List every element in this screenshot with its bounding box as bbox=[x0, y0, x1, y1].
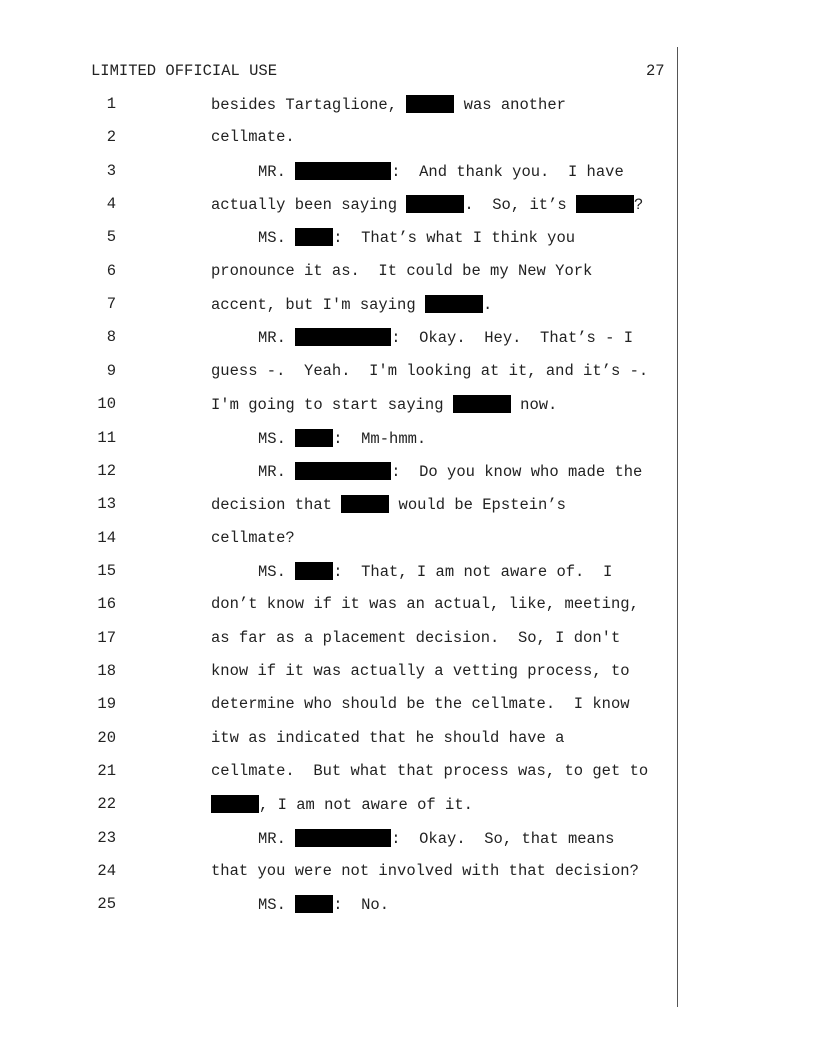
text-segment: MS. bbox=[258, 429, 296, 448]
redaction-box bbox=[295, 829, 391, 847]
line-text bbox=[211, 295, 492, 314]
transcript-line bbox=[0, 495, 816, 515]
transcript-line bbox=[0, 629, 816, 649]
line-text bbox=[258, 462, 642, 481]
transcript-line bbox=[0, 328, 816, 348]
text-segment: : Do you know who made the bbox=[391, 462, 643, 481]
redaction-box bbox=[211, 795, 259, 813]
text-segment: , I am not aware of it. bbox=[259, 796, 473, 815]
line-number: 8 bbox=[106, 328, 116, 347]
transcript-line bbox=[0, 395, 816, 415]
transcript-line bbox=[0, 729, 816, 749]
text-segment: : And thank you. I have bbox=[391, 162, 624, 181]
line-text bbox=[211, 595, 639, 613]
line-number: 19 bbox=[97, 695, 116, 714]
line-text bbox=[258, 429, 426, 448]
text-segment: actually been saying bbox=[211, 196, 407, 215]
text-segment: itw as indicated that he should have a bbox=[211, 728, 565, 747]
redaction-box bbox=[453, 395, 511, 413]
transcript-line bbox=[0, 895, 816, 915]
line-number: 6 bbox=[106, 261, 116, 280]
text-segment: was another bbox=[454, 96, 566, 114]
text-segment: I'm going to start saying bbox=[211, 396, 453, 415]
line-text bbox=[211, 495, 566, 514]
line-text bbox=[258, 228, 575, 247]
text-segment: MR. bbox=[258, 329, 296, 348]
line-number: 4 bbox=[106, 195, 116, 214]
line-number: 13 bbox=[97, 495, 116, 514]
transcript-line bbox=[0, 795, 816, 815]
line-number: 7 bbox=[106, 295, 116, 314]
text-segment: : Okay. Hey. That’s - I bbox=[391, 329, 634, 348]
line-text bbox=[211, 795, 473, 814]
transcript-line bbox=[0, 162, 816, 182]
text-segment: . bbox=[482, 296, 493, 315]
line-number: 10 bbox=[97, 395, 116, 414]
redaction-box bbox=[295, 895, 333, 913]
text-segment: guess -. Yeah. I'm looking at it, and it’s -. bbox=[211, 361, 649, 380]
line-text bbox=[211, 262, 592, 280]
text-segment: MR. bbox=[258, 829, 296, 848]
line-number: 22 bbox=[97, 795, 116, 814]
transcript-line bbox=[0, 95, 816, 115]
transcript-line bbox=[0, 429, 816, 449]
line-text bbox=[258, 162, 624, 181]
line-text bbox=[258, 328, 633, 347]
text-segment: . So, it’s bbox=[464, 196, 576, 215]
line-number: 11 bbox=[97, 428, 116, 447]
transcript-line bbox=[0, 762, 816, 782]
text-segment: determine who should be the cellmate. I know bbox=[211, 695, 630, 714]
text-segment: cellmate. But what that process was, to get to bbox=[211, 762, 649, 780]
text-segment: don’t know if it was an actual, like, meeting, bbox=[211, 595, 639, 614]
text-segment: cellmate. bbox=[211, 128, 295, 147]
transcript-line bbox=[0, 695, 816, 715]
line-number: 17 bbox=[97, 628, 116, 647]
text-segment: ? bbox=[633, 196, 644, 215]
text-segment: that you were not involved with that decision? bbox=[211, 862, 639, 881]
line-text bbox=[258, 895, 389, 914]
line-number: 14 bbox=[97, 528, 116, 547]
text-segment: : That, I am not aware of. I bbox=[333, 562, 613, 581]
redaction-box bbox=[406, 95, 454, 113]
text-segment: : That’s what I think you bbox=[333, 229, 576, 248]
text-segment: pronounce it as. It could be my New York bbox=[211, 261, 593, 280]
line-number: 16 bbox=[97, 595, 116, 614]
redaction-box bbox=[295, 562, 333, 580]
transcript-line bbox=[0, 128, 816, 148]
redaction-box bbox=[295, 228, 333, 246]
line-number: 23 bbox=[97, 828, 116, 847]
text-segment: MS. bbox=[258, 896, 296, 915]
line-text bbox=[211, 629, 620, 647]
line-number: 21 bbox=[97, 762, 116, 780]
transcript-line bbox=[0, 829, 816, 849]
transcript-line bbox=[0, 862, 816, 882]
redaction-box bbox=[295, 328, 391, 346]
text-segment: besides Tartaglione, bbox=[211, 96, 407, 114]
line-text bbox=[211, 128, 295, 146]
text-segment: accent, but I'm saying bbox=[211, 296, 425, 315]
line-number: 1 bbox=[106, 95, 116, 113]
redaction-box bbox=[295, 462, 391, 480]
transcript-line bbox=[0, 195, 816, 215]
text-segment: MS. bbox=[258, 229, 296, 248]
text-segment: : No. bbox=[333, 896, 390, 915]
text-segment: cellmate? bbox=[211, 528, 295, 547]
transcript-line bbox=[0, 262, 816, 282]
text-segment: MR. bbox=[258, 162, 296, 181]
redaction-box bbox=[295, 162, 391, 180]
redaction-box bbox=[425, 295, 483, 313]
text-segment: as far as a placement decision. So, I don't bbox=[211, 628, 621, 647]
transcript-line bbox=[0, 662, 816, 682]
line-number: 24 bbox=[97, 862, 116, 881]
line-number: 20 bbox=[97, 728, 116, 747]
line-number: 2 bbox=[106, 128, 116, 147]
page-number: 27 bbox=[646, 62, 665, 80]
line-number: 25 bbox=[97, 895, 116, 914]
line-text bbox=[211, 395, 557, 414]
line-text bbox=[211, 695, 630, 713]
text-segment: would be Epstein’s bbox=[389, 496, 566, 515]
text-segment: : Okay. So, that means bbox=[391, 829, 615, 848]
redaction-box bbox=[406, 195, 464, 213]
line-number: 5 bbox=[106, 228, 116, 247]
transcript-line bbox=[0, 529, 816, 549]
redaction-box bbox=[341, 495, 389, 513]
line-text bbox=[211, 95, 566, 114]
text-segment: know if it was actually a vetting process, to bbox=[211, 661, 630, 680]
redaction-box bbox=[295, 429, 333, 447]
line-number: 12 bbox=[97, 461, 116, 480]
redaction-box bbox=[576, 195, 634, 213]
line-number: 18 bbox=[97, 661, 116, 680]
transcript-line bbox=[0, 228, 816, 248]
transcript-line bbox=[0, 362, 816, 382]
transcript-line bbox=[0, 462, 816, 482]
text-segment: now. bbox=[510, 396, 558, 415]
text-segment: : Mm-hmm. bbox=[333, 429, 427, 448]
line-text bbox=[258, 829, 614, 848]
line-text bbox=[211, 762, 648, 780]
line-number: 9 bbox=[106, 361, 116, 380]
text-segment: decision that bbox=[211, 496, 342, 515]
line-text bbox=[211, 662, 630, 680]
line-text bbox=[211, 362, 648, 380]
text-segment: MS. bbox=[258, 562, 296, 581]
line-text bbox=[211, 195, 643, 214]
line-text bbox=[211, 729, 564, 747]
transcript-line bbox=[0, 562, 816, 582]
line-text bbox=[211, 862, 639, 880]
line-text bbox=[211, 529, 295, 547]
classification-header: LIMITED OFFICIAL USE bbox=[91, 62, 278, 80]
transcript-line bbox=[0, 595, 816, 615]
transcript-line bbox=[0, 295, 816, 315]
text-segment: MR. bbox=[258, 462, 296, 481]
line-number: 3 bbox=[106, 161, 116, 180]
line-number: 15 bbox=[97, 561, 116, 580]
line-text bbox=[258, 562, 612, 581]
